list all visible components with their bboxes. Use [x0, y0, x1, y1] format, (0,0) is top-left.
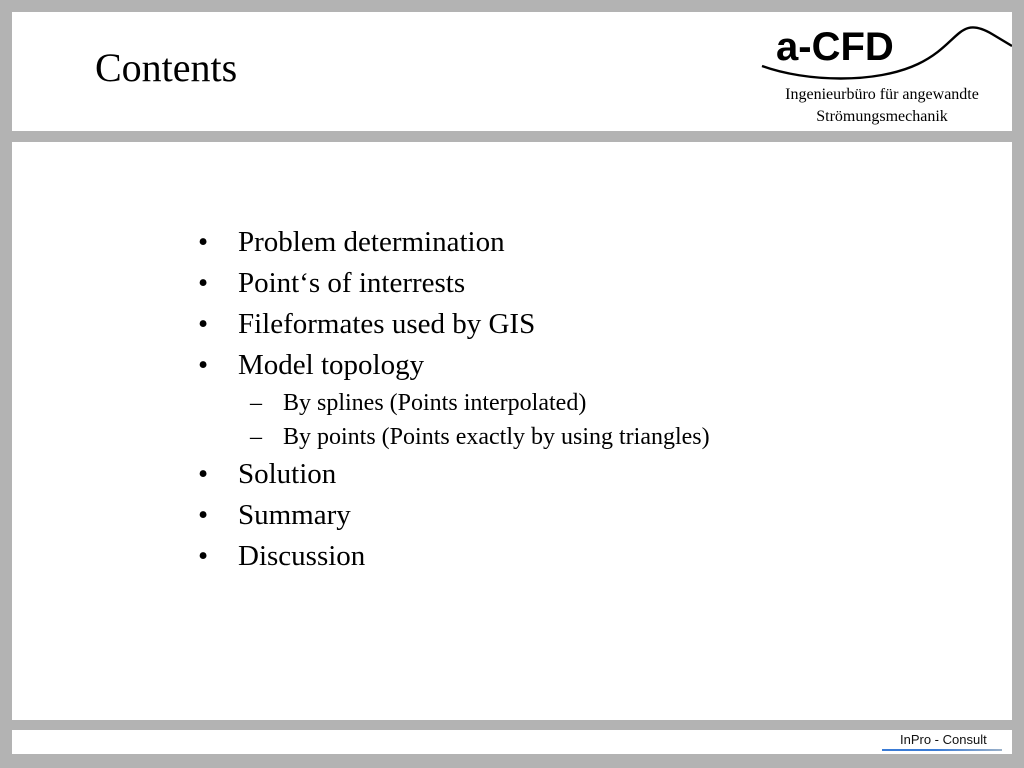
bullet-icon: • [198, 267, 209, 299]
slide-title: Contents [95, 45, 238, 90]
agenda-item [198, 263, 898, 304]
inpro-consult-logo [876, 730, 1006, 754]
agenda-item [198, 222, 898, 263]
tagline-line-1: Ingenieurbüro für angewandte [785, 86, 979, 103]
slide-content [12, 142, 1012, 720]
agenda-list [198, 222, 898, 577]
agenda-item [198, 536, 898, 577]
agenda-item-label: Fileformates used by GIS [238, 308, 536, 340]
agenda-subitem [198, 420, 898, 454]
bullet-icon: • [198, 349, 209, 381]
agenda-item-label: Solution [238, 458, 337, 490]
logo-text: a-CFD [776, 25, 894, 69]
agenda-item-label: Problem determination [238, 226, 505, 258]
company-tagline [754, 84, 1010, 128]
agenda-item [198, 345, 898, 386]
agenda-subitem [198, 386, 898, 420]
bullet-icon: • [198, 540, 209, 572]
footer-brand-text: InPro - Consult [900, 732, 987, 747]
agenda-subitem-label: By splines (Points interpolated) [283, 390, 587, 416]
agenda-item-label: Summary [238, 499, 351, 531]
bullet-icon: • [198, 308, 209, 340]
agenda-item [198, 304, 898, 345]
agenda-item-label: Point‘s of interrests [238, 267, 466, 299]
bullet-icon: • [198, 499, 209, 531]
tagline-line-2: Strömungsmechanik [816, 108, 948, 125]
agenda-item [198, 454, 898, 495]
acfd-logo [758, 16, 1012, 92]
bullet-icon: • [198, 458, 209, 490]
dash-icon: – [250, 424, 262, 450]
slide-footer [12, 730, 1012, 754]
agenda-item-label: Model topology [238, 349, 425, 381]
agenda-subitem-label: By points (Points exactly by using triangles) [283, 424, 710, 450]
dash-icon: – [250, 390, 262, 416]
bullet-icon: • [198, 226, 209, 258]
agenda-item [198, 495, 898, 536]
agenda-item-label: Discussion [238, 540, 366, 572]
footer-brand-strip [882, 749, 1002, 751]
slide-header [12, 12, 1012, 131]
